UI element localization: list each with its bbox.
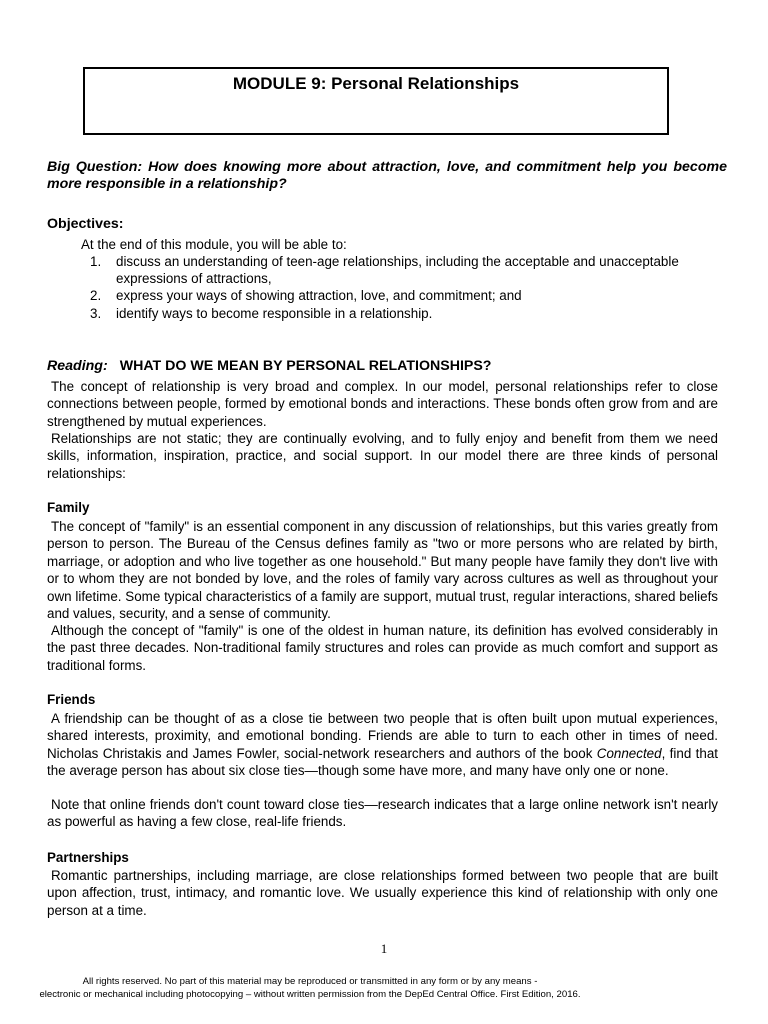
objective-number: 2. bbox=[90, 288, 102, 304]
big-question: Big Question: How does knowing more about attraction, love, and commitment help you become more responsible in a relationship? bbox=[47, 159, 727, 192]
objective-item bbox=[90, 305, 730, 322]
partnerships-heading: Partnerships bbox=[47, 850, 129, 865]
reading-label: Reading: bbox=[47, 358, 108, 374]
footer-line-1: All rights reserved. No part of this material may be reproduced or transmitted in any form or by any means - bbox=[82, 976, 538, 987]
page-number: 1 bbox=[380, 941, 388, 956]
family-paragraph-1: The concept of "family" is an essential component in any discussion of relationships, but this varies greatly from person to person. The Bureau of the Census defines family as "two or more persons who are related by birth, marriage, or adoption and who live together as one household." But many people have family they don't live with or to whom they are not bonded by love, and the roles of family vary across cultures as well as throughout your own lifetime. Some typical characteristics of a family are support, mutual trust, regular interactions, shared beliefs and values, security, and a sense of community. bbox=[47, 519, 718, 622]
objective-number: 1. bbox=[90, 254, 102, 269]
family-paragraph-2: Although the concept of "family" is one of the oldest in human nature, its definition has evolved considerably in the past three decades. Non-traditional family structures and roles can provide as much comfort and support as traditional forms. bbox=[47, 623, 718, 673]
module-title-box bbox=[83, 67, 669, 135]
friends-heading: Friends bbox=[47, 692, 96, 707]
friends-text-b: , find that the average person has about six close ties—though some have more, and many have only one or none. bbox=[47, 745, 718, 779]
reading-paragraph-1: The concept of relationship is very broad and complex. In our model, personal relationships refer to close connections between people, formed by emotional bonds and interactions. These bonds often grow from and are strengthened by mutual experiences. bbox=[47, 379, 718, 429]
objectives-heading: Objectives: bbox=[47, 216, 124, 232]
reading-title: WHAT DO WE MEAN BY PERSONAL RELATIONSHIPS? bbox=[119, 358, 492, 374]
objective-item bbox=[90, 287, 730, 304]
friends-paragraph-1 bbox=[47, 710, 718, 780]
book-title: Connected bbox=[596, 745, 662, 761]
objective-text: discuss an understanding of teen-age relationships, including the acceptable and unacceptable expressions of attractions, bbox=[116, 254, 679, 287]
objective-text: express your ways of showing attraction, love, and commitment; and bbox=[116, 288, 522, 304]
reading-paragraph-2: Relationships are not static; they are continually evolving, and to fully enjoy and benefit from them we need skills, information, inspiration, practice, and social support. In our model there are three kinds of personal relationships: bbox=[47, 431, 718, 481]
family-heading: Family bbox=[47, 500, 90, 515]
footer-line-2: electronic or mechanical including photocopying – without written permission from the DepEd Central Office. First Edition, 2016. bbox=[39, 989, 581, 1000]
partnerships-paragraph: Romantic partnerships, including marriage, are close relationships formed between two people that are built upon affection, trust, intimacy, and romantic love. We usually experience this kind of relationship with only one person at a time. bbox=[47, 868, 718, 918]
objective-item bbox=[90, 253, 730, 287]
friends-paragraph-2: Note that online friends don't count toward close ties—research indicates that a large online network isn't nearly as powerful as having a few close, real-life friends. bbox=[47, 797, 718, 830]
friends-text-a: A friendship can be thought of as a close tie between two people that is often built upon mutual experiences, shared interests, proximity, and emotional bonding. Friends are able to turn to each other in times of need. Nicholas Christakis and James Fowler, social-network researchers and authors of the book bbox=[47, 711, 718, 761]
copyright-footer bbox=[0, 975, 620, 1001]
objective-number: 3. bbox=[90, 305, 102, 321]
module-title: MODULE 9: Personal Relationships bbox=[232, 74, 520, 93]
reading-heading bbox=[47, 358, 491, 374]
objectives-intro: At the end of this module, you will be able to: bbox=[81, 237, 347, 252]
objectives-list bbox=[90, 253, 730, 322]
objective-text: identify ways to become responsible in a relationship. bbox=[116, 305, 433, 321]
